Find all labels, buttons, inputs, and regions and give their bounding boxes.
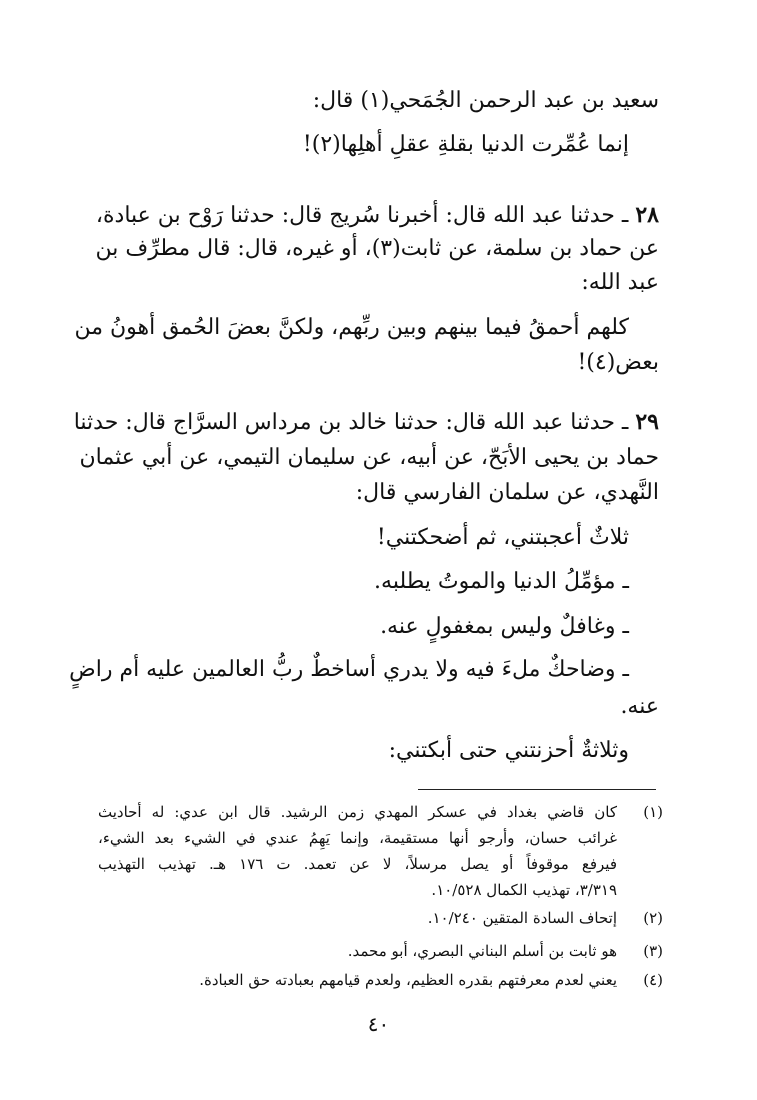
intro-line-2: إنما عُمِّرت الدنيا بقلةِ عقلِ أهلِها(٢)! [302, 132, 629, 157]
hadith-28-line-1-text: ـ حدثنا عبد الله قال: أخبرنا سُريج قال: حدثنا رَوْح بن عبادة، [95, 203, 629, 228]
footnote-1-number: (١) [643, 803, 663, 821]
footnote-2-text: إتحاف السادة المتقين ١٠/٢٤٠. [427, 909, 617, 927]
page-number: ٤٠ [367, 1012, 390, 1036]
hadith-29-line-3: النَّهدي، عن سلمان الفارسي قال: [355, 480, 659, 505]
hadith-29-quote-6: وثلاثةٌ أحزنتني حتى أبكتني: [388, 738, 629, 763]
hadith-29-line-1 [73, 407, 659, 438]
footnote-4-text: يعني لعدم معرفتهم بقدره العظيم، ولعدم قيامهم بعبادته حق العبادة. [199, 971, 617, 989]
hadith-29-quote-2: ـ مؤمِّلُ الدنيا والموتُ يطلبه. [374, 569, 629, 594]
footnote-2-number: (٢) [643, 909, 663, 927]
footnote-1-line-1: كان قاضي بغداد في عسكر المهدي زمن الرشيد. قال ابن عدي: له أحاديث [98, 803, 617, 821]
footnote-1-line-2: غرائب حسان، وأرجو أنها مستقيمة، وإنما يَهِمُ عندي في الشيء بعد الشيء، [98, 829, 617, 847]
intro-line-1: سعيد بن عبد الرحمن الجُمَحي(١) قال: [312, 88, 659, 113]
hadith-29-quote-4: ـ وضاحكٌ ملءَ فيه ولا يدري أساخطٌ ربُّ العالمين عليه أم راضٍ [69, 657, 629, 682]
footnote-1-line-4: ٣/٣١٩، تهذيب الكمال ١٠/٥٢٨. [431, 881, 617, 899]
footnote-separator [418, 789, 656, 790]
hadith-29-quote-1: ثلاثٌ أعجبتني، ثم أضحكتني! [376, 525, 629, 550]
hadith-28-number: ٢٨ [635, 202, 659, 228]
hadith-28-line-2: عن حماد بن سلمة، عن ثابت(٣)، أو غيره، قال: قال مطرِّف بن [95, 236, 659, 261]
footnote-1 [98, 799, 663, 903]
footnote-4 [98, 967, 663, 993]
footnote-4-number: (٤) [643, 971, 663, 989]
footnote-3-text: هو ثابت بن أسلم البناني البصري، أبو محمد. [347, 942, 617, 960]
footnote-2 [98, 905, 663, 931]
hadith-28-line-1 [95, 200, 659, 231]
hadith-29-line-2: حماد بن يحيى الأبَحّ، عن أبيه، عن سليمان التيمي، عن أبي عثمان [79, 445, 659, 470]
hadith-29-number: ٢٩ [635, 409, 659, 435]
footnote-1-line-3: فيرفع موقوفاً أو يصل مرسلاً، لا عن تعمد. ت ١٧٦ هـ. تهذيب التهذيب [98, 855, 617, 873]
hadith-28-quote-1: كلهم أحمقُ فيما بينهم وبين ربِّهم، ولكنَّ بعضَ الحُمق أهونُ من [74, 315, 629, 340]
hadith-28-line-3: عبد الله: [581, 270, 659, 295]
hadith-29-quote-3: ـ وغافلٌ وليس بمغفولٍ عنه. [380, 614, 629, 639]
hadith-28-quote-2: بعض(٤)! [577, 350, 659, 375]
footnote-3-number: (٣) [643, 942, 663, 960]
hadith-29-quote-5: عنه. [620, 694, 659, 719]
footnote-3 [98, 938, 663, 964]
hadith-29-line-1-text: ـ حدثنا عبد الله قال: حدثنا خالد بن مرداس السرَّاج قال: حدثنا [73, 410, 629, 435]
